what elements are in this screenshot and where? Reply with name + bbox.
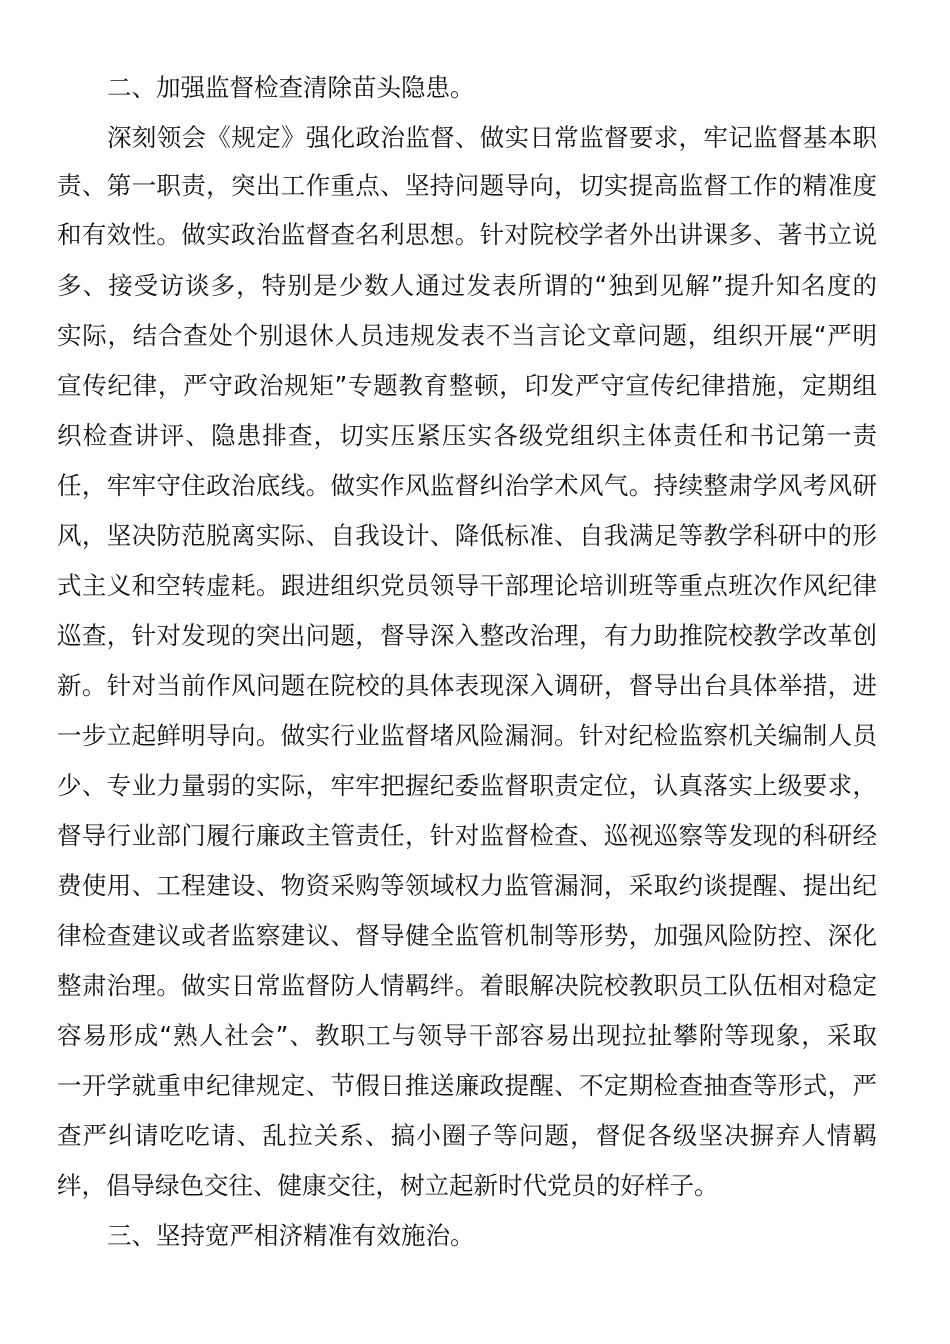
paragraph-line: 少、专业力量弱的实际，牢牢把握纪委监督职责定位，认真落实上级要求， [57, 771, 877, 800]
paragraph-line: 责、第一职责，突出工作重点、坚持问题导向，切实提高监督工作的精准度 [57, 171, 877, 200]
paragraph-line: 和有效性。做实政治监督查名利思想。针对院校学者外出讲课多、著书立说 [57, 220, 877, 249]
paragraph-line: 多、接受访谈多，特别是少数人通过发表所谓的“独到见解”提升知名度的 [57, 271, 877, 300]
paragraph-line: 风，坚决防范脱离实际、自我设计、降低标准、自我满足等教学科研中的形 [57, 521, 877, 550]
paragraph-line: 一步立起鲜明导向。做实行业监督堵风险漏洞。针对纪检监察机关编制人员 [57, 721, 877, 750]
section-heading-3: 三、坚持宽严相济精准有效施治。 [107, 1221, 475, 1250]
paragraph-line: 一开学就重申纪律规定、节假日推送廉政提醒、不定期检查抽查等形式，严 [57, 1071, 877, 1100]
paragraph-line: 宣传纪律，严守政治规矩”专题教育整顿，印发严守宣传纪律措施，定期组 [57, 371, 877, 400]
paragraph-line: 巡查，针对发现的突出问题，督导深入整改治理，有力助推院校教学改革创 [57, 621, 877, 650]
paragraph-line: 新。针对当前作风问题在院校的具体表现深入调研，督导出台具体举措，进 [57, 671, 877, 700]
paragraph-line: 查严纠请吃吃请、乱拉关系、搞小圈子等问题，督促各级坚决摒弃人情羁 [57, 1121, 877, 1150]
paragraph-line: 容易形成“熟人社会”、教职工与领导干部容易出现拉扯攀附等现象，采取 [57, 1021, 877, 1050]
paragraph-line: 式主义和空转虚耗。跟进组织党员领导干部理论培训班等重点班次作风纪律 [57, 571, 877, 600]
paragraph-line-last: 绊，倡导绿色交往、健康交往，树立起新时代党员的好样子。 [57, 1171, 719, 1200]
paragraph-line: 任，牢牢守住政治底线。做实作风监督纠治学术风气。持续整肃学风考风研 [57, 471, 877, 500]
paragraph-line: 织检查讲评、隐患排查，切实压紧压实各级党组织主体责任和书记第一责 [57, 421, 877, 450]
paragraph-line: 整肃治理。做实日常监督防人情羁绊。着眼解决院校教职员工队伍相对稳定 [57, 971, 877, 1000]
paragraph-line: 实际，结合查处个别退休人员违规发表不当言论文章问题，组织开展“严明 [57, 321, 877, 350]
paragraph-line: 费使用、工程建设、物资采购等领域权力监管漏洞，采取约谈提醒、提出纪 [57, 871, 877, 900]
section-heading-2: 二、加强监督检查清除苗头隐患。 [107, 73, 475, 102]
paragraph-line: 深刻领会《规定》强化政治监督、做实日常监督要求，牢记监督基本职 [107, 123, 877, 152]
paragraph-line: 督导行业部门履行廉政主管责任，针对监督检查、巡视巡察等发现的科研经 [57, 821, 877, 850]
paragraph-line: 律检查建议或者监察建议、督导健全监管机制等形势，加强风险防控、深化 [57, 921, 877, 950]
